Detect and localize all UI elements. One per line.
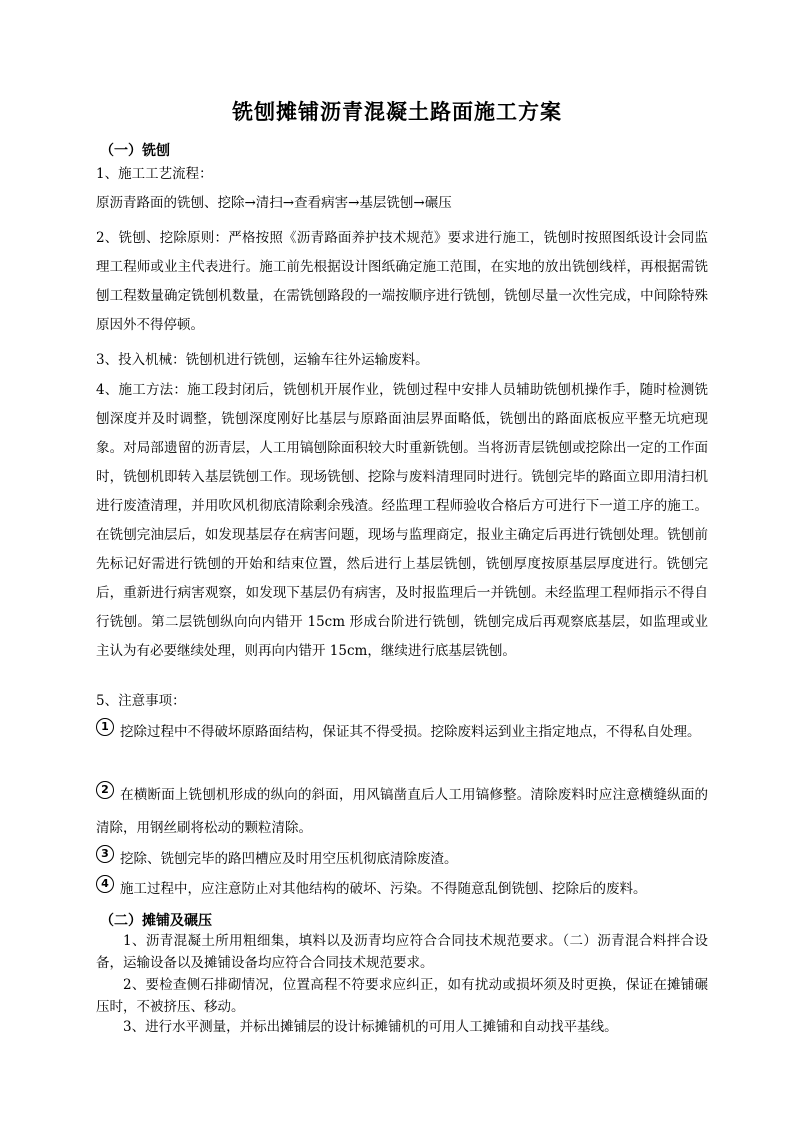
circled-number-icon: 1 (96, 718, 114, 736)
page-title: 铣刨摊铺沥青混凝土路面施工方案 (232, 99, 562, 124)
note-item (96, 716, 708, 749)
paragraph-process-flow: 原沥青路面的铣刨、挖除→清扫→查看病害→基层铣刨→碾压 (96, 195, 452, 211)
note-item (96, 779, 708, 845)
circled-number-icon: 4 (96, 875, 114, 893)
paragraph-level-survey: 3、进行水平测量，并标出摊铺层的设计标摊铺机的可用人工摊铺和自动找平基线。 (123, 1019, 618, 1035)
paragraph-machinery: 3、投入机械：铣刨机进行铣刨，运输车往外运输废料。 (96, 352, 429, 368)
note-text: 在横断面上铣刨机形成的纵向的斜面，用风镐凿直后人工用镐修整。清除废料时应注意横缝纵面的清除，用钢丝刷将松动的颗粒清除。 (96, 787, 708, 836)
note-text: 挖除、铣刨完毕的路凹槽应及时用空压机彻底清除废渣。 (120, 851, 458, 867)
note-item (96, 873, 708, 906)
note-text: 挖除过程中不得破坏原路面结构，保证其不得受损。挖除废料运到业主指定地点，不得私自处理。 (120, 724, 701, 740)
paragraph-construction-method: 4、施工方法：施工段封闭后，铣刨机开展作业，铣刨过程中安排人员辅助铣刨机操作手，随时检测铣刨深度并及时调整，铣刨深度刚好比基层与原路面油层界面略低，铣刨出的路面底板应平整无坑疤现象。对局部遗留的沥青层，人工用镐刨除面积较大时重新铣刨。当将沥青层铣刨或挖除出一定的工作面时，铣刨机即转入基层铣刨工作。现场铣刨、挖除与废料清理同时进行。铣刨完毕的路面立即用清扫机进行废渣清理，并用吹风机彻底清除剩余残渣。经监理工程师验收合格后方可进行下一道工序的施工。在铣刨完油层后，如发现基层存在病害问题，现场与监理商定，报业主确定后再进行铣刨处理。铣刨前先标记好需进行铣刨的开始和结束位置，然后进行上基层铣刨，铣刨厚度按原基层厚度进行。铣刨完后，重新进行病害观察，如发现下基层仍有病害，及时报监理后一并铣刨。未经监理工程师指示不得自行铣刨。第二层铣刨纵向向内错开 15cm 形成台阶进行铣刨，铣刨完成后再观察底基层，如监理或业主认为有必要继续处理，则再向内错开 15cm，继续进行底基层铣刨。 (96, 382, 708, 659)
paragraph-paving-materials: 1、沥青混凝土所用粗细集，填料以及沥青均应符合合同技术规范要求。（二）沥青混合料拌合设备，运输设备以及摊铺设备均应符合合同技术规范要求。 (96, 933, 708, 971)
circled-number-icon: 2 (96, 781, 114, 799)
note-item (96, 843, 708, 876)
paragraph-notes-label: 5、注意事项： (96, 693, 186, 709)
section-heading-paving: （二）摊铺及碾压 (100, 913, 212, 929)
note-text: 施工过程中，应注意防止对其他结构的破坏、污染。不得随意乱倒铣刨、挖除后的废料。 (120, 881, 647, 897)
section-heading-milling: （一）铣刨 (100, 143, 170, 159)
paragraph-curb-check: 2、要检查侧石排砌情况，位置高程不符要求应纠正，如有扰动或损坏须及时更换，保证在摊铺碾压时，不被挤压、移动。 (96, 977, 708, 1015)
paragraph-milling-principle: 2、铣刨、挖除原则：严格按照《沥青路面养护技术规范》要求进行施工，铣刨时按照图纸设计会同监理工程师或业主代表进行。施工前先根据设计图纸确定施工范围，在实地的放出铣刨线样，再根据需铣刨工程数量确定铣刨机数量，在需铣刨路段的一端按顺序进行铣刨，铣刨尽量一次性完成，中间除特殊原因外不得停顿。 (96, 230, 708, 333)
paragraph-process-label: 1、施工工艺流程： (96, 166, 213, 182)
circled-number-icon: 3 (96, 845, 114, 863)
